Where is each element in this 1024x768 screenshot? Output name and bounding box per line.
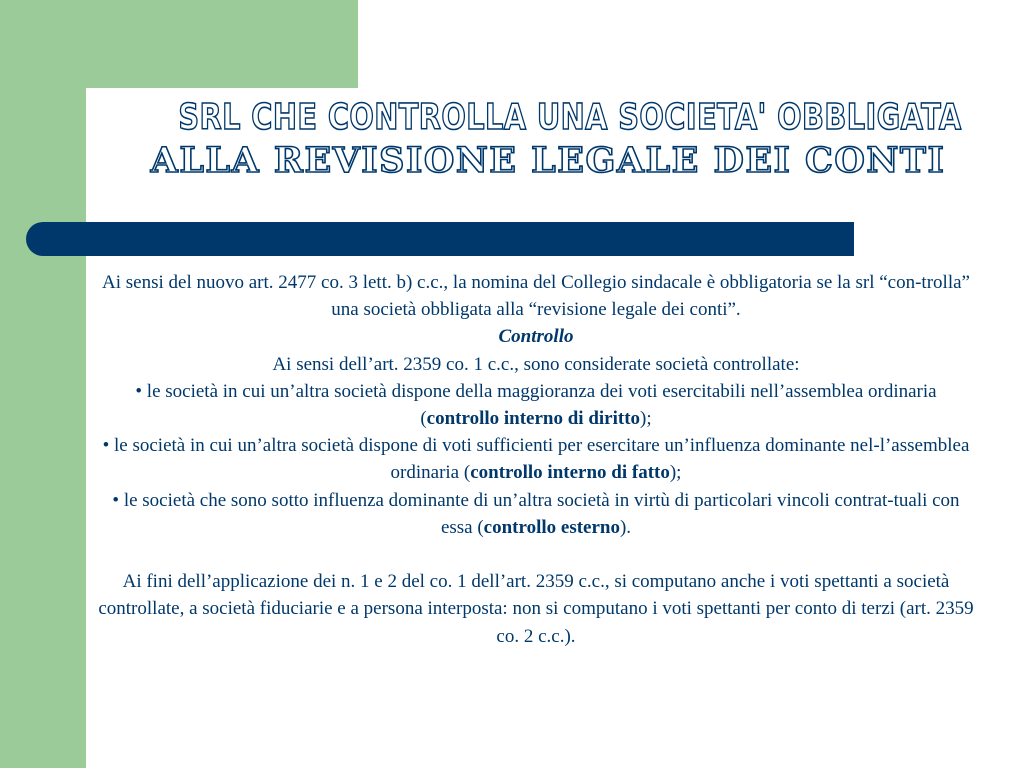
bullet-bold-term: controllo interno di diritto xyxy=(426,408,641,430)
bullet-item xyxy=(96,432,976,486)
closing-paragraph: Ai fini dell’applicazione dei n. 1 e 2 del co. 1 dell’art. 2359 c.c., si computano anche i voti spettanti a società controllate, a società fiduciarie e a persona interposta: non si computano i voti spettanti per conto di terzi (art. 2359 co. 2 c.c.). xyxy=(98,571,974,647)
navy-divider-bar xyxy=(26,222,854,256)
bullet-bold-term: controllo interno di fatto xyxy=(470,462,670,484)
bullet-end: ); xyxy=(669,462,682,484)
bullet-end: ); xyxy=(640,408,652,430)
bullet-bold-term: controllo esterno xyxy=(483,516,620,538)
slide-body xyxy=(96,269,976,650)
section-heading: Controllo xyxy=(498,326,574,348)
bullet-end: ). xyxy=(619,516,632,538)
bullet-text: • le società in cui un’altra società dispone della maggioranza dei voti esercitabili nell’assemblea ordinaria ( xyxy=(135,380,937,430)
title-line-1: SRL CHE CONTROLLA UNA SOCIETA' OBBLIGATA xyxy=(178,97,962,138)
bullet-text: • le società in cui un’altra società dispone di voti sufficienti per esercitare un’influenza dominante nel-l’assemblea ordinaria ( xyxy=(102,435,970,484)
paragraph-spacer xyxy=(96,541,976,568)
intro-paragraph: Ai sensi del nuovo art. 2477 co. 3 lett. b) c.c., la nomina del Collegio sindacale è obbligatoria se la srl “con-trolla” una società obbligata alla “revisione legale dei conti”. xyxy=(102,272,970,321)
bullet-text: • le società che sono sotto influenza dominante di un’altra società in virtù di particolari vincoli contrat-tuali con essa ( xyxy=(112,489,960,538)
bullet-item xyxy=(96,487,976,541)
bullet-item xyxy=(96,378,976,432)
slide-title xyxy=(86,96,1010,182)
title-line-2: ALLA REVISIONE LEGALE DEI CONTI xyxy=(150,140,946,181)
definition-paragraph: Ai sensi dell’art. 2359 co. 1 c.c., sono considerate società controllate: xyxy=(272,353,800,375)
